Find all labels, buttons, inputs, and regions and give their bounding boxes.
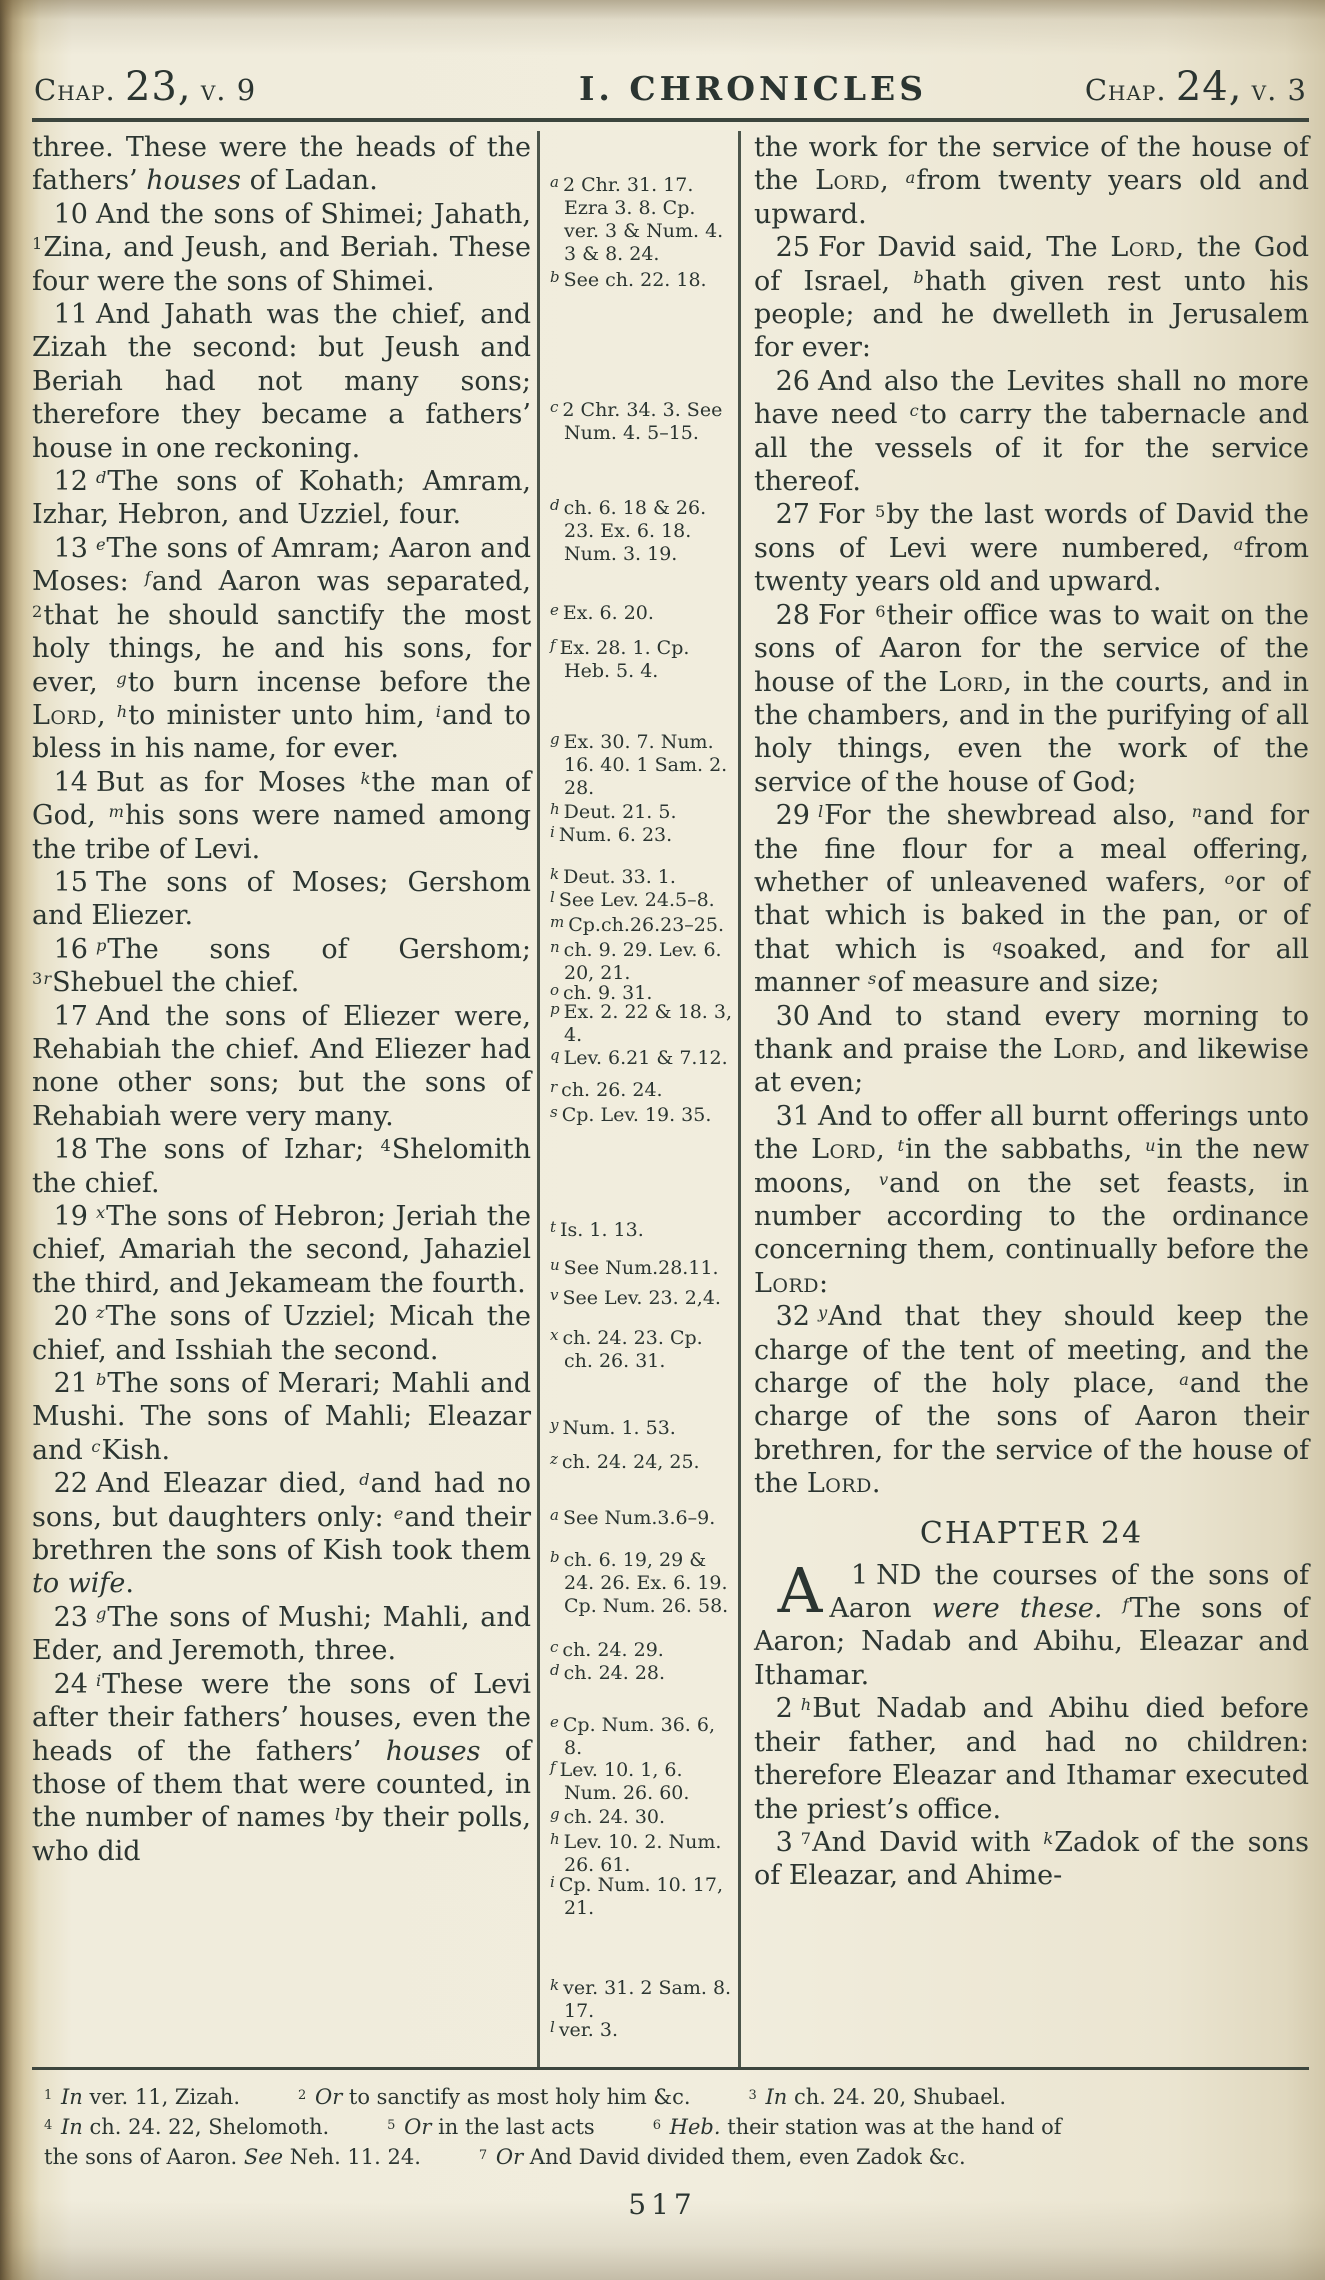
crossref-letter: n (1191, 802, 1203, 822)
footnote-marker: 1 (32, 234, 43, 254)
verse (32, 298, 531, 465)
margin-note: $^d$ ch. 24. 28. (550, 1661, 666, 1684)
footnote-marker: 4 (380, 1136, 391, 1156)
margin-note-letter: d (550, 1661, 560, 1679)
margin-note-letter: v (550, 1286, 559, 1304)
margin-note-letter: e (550, 1713, 559, 1731)
footnote-line (44, 2082, 1295, 2112)
crossref-letter: z (95, 1303, 105, 1323)
verse-text: $^l$For the shewbread also, $^n$and for the fine flour for a meal offering, whether of unleavened wafers, $^o$or of that which is baked in the pan, or of that which is $^q$soaked, and for all manner $^s$of measure and size; (754, 800, 1309, 999)
margin-note: $^a$ See Num.3.6–9. (550, 1506, 716, 1529)
verse (754, 1553, 1309, 1693)
verse-text: $^y$And that they should keep the charge of the tent of meeting, and the charge of the holy place, $^a$and the charge of the sons of Aaron their brethren, for the service of the house of the Lord. (754, 1301, 1309, 1500)
running-title: I. CHRONICLES (578, 69, 928, 108)
verse-text: three. These were the heads of the fathers’ houses of Ladan. (32, 132, 531, 197)
verse (754, 1300, 1309, 1500)
margin-note-letter: p (550, 1000, 560, 1018)
crossref-letter: h (800, 1695, 812, 1715)
margin-note: $^z$ ch. 24. 24, 25. (550, 1450, 700, 1473)
margin-note: $^s$ Cp. Lev. 19. 35. (550, 1103, 712, 1126)
margin-note: $^r$ ch. 26. 24. (550, 1078, 663, 1101)
margin-note-letter: x (550, 1326, 559, 1344)
verse-number: 12 (53, 466, 88, 498)
verse-number: 24 (53, 1668, 88, 1700)
margin-note: $^g$ ch. 24. 30. (550, 1805, 666, 1828)
verse-number: 3 (775, 1826, 793, 1858)
crossref-letter: d (359, 1470, 370, 1490)
footnote-marker: 6 (875, 601, 886, 621)
chapter-number: 24, (1175, 64, 1243, 110)
margin-note: $^d$ ch. 6. 18 & 26. 23. Ex. 6. 18. Num. 3. 19. (550, 496, 707, 565)
verse-text: $^b$The sons of Merari; Mahli and Mushi. The sons of Mahli; Eleazar and $^c$Kish. (32, 1368, 531, 1466)
margin-note: $^u$ See Num.28.11. (550, 1256, 719, 1279)
verse-text: $^g$The sons of Mushi; Mahli, and Eder, and Jeremoth, three. (32, 1601, 531, 1667)
verse (32, 198, 531, 298)
crossref-letter: h (116, 702, 128, 722)
verse-number: 2 (775, 1693, 793, 1725)
crossref-letter: d (95, 468, 107, 488)
verse (754, 498, 1309, 598)
crossref-letter: k (1043, 1829, 1054, 1849)
crossref-letter: a (1233, 535, 1244, 555)
verse-number: 15 (53, 866, 88, 898)
verse-number: 31 (775, 1100, 810, 1132)
crossref-letter: f (1122, 1595, 1129, 1615)
verse-text: the work for the service of the house of the Lord, $^a$from twenty years old and upward. (754, 132, 1309, 230)
verse (754, 131, 1309, 231)
margin-note: $^m$ Cp.ch.26.23–25. (550, 913, 725, 936)
crossref-letter: v (879, 1169, 889, 1189)
verse (754, 1000, 1309, 1100)
verse (32, 1467, 531, 1601)
crossref-letter: f (144, 568, 151, 588)
verse (32, 1601, 531, 1668)
verse-number: 11 (53, 299, 88, 331)
margin-note-letter: z (550, 1450, 558, 1468)
margin-note-letter: l (550, 2018, 555, 2036)
crossref-letter: k (360, 768, 371, 788)
verse-number: 10 (53, 198, 88, 230)
margin-note-letter: f (550, 636, 556, 654)
margin-note: $^i$ Num. 6. 23. (550, 823, 673, 846)
left-text-column (32, 131, 537, 2067)
footnote: the sons of Aaron. See Neh. 11. 24. (44, 2145, 421, 2169)
verse-text: $^7$And David with $^k$Zadok of the sons of Eleazar, and Ahime- (754, 1826, 1309, 1892)
verse (32, 1000, 531, 1134)
footnote-marker: 3 (748, 2087, 757, 2103)
footnote: $^1$ In ver. 11, Zizah. (44, 2085, 241, 2109)
header-chapter-right (967, 64, 1307, 110)
verse (754, 231, 1309, 365)
margin-note-letter: l (550, 888, 555, 906)
crossref-letter: l (817, 802, 824, 822)
verse-number: 14 (53, 766, 88, 798)
crossref-letter: b (95, 1370, 107, 1390)
crossref-letter: c (91, 1437, 101, 1457)
verse (754, 365, 1309, 499)
verse-text: But as for Moses $^k$the man of God, $^m$his sons were named among the tribe of Levi. (32, 766, 531, 865)
crossref-letter: i (95, 1670, 102, 1690)
crossref-letter: e (393, 1503, 404, 1523)
verse-number: 1 (850, 1559, 869, 1591)
verse (32, 1668, 531, 1868)
verse-text: And Eleazar died, $^d$and had no sons, but daughters only: $^e$and their brethren the sons of Kish took them to wife. (32, 1468, 531, 1600)
verse-text: $^z$The sons of Uzziel; Micah the chief, and Isshiah the second. (32, 1301, 531, 1366)
verse-text: $^h$But Nadab and Abihu died before their father, and had no children: therefore Eleazar and Ithamar executed the priest’s office. (754, 1693, 1309, 1825)
crossref-letter: a (1179, 1370, 1189, 1390)
margin-note: $^y$ Num. 1. 53. (550, 1416, 676, 1439)
footnote-marker: 5 (875, 501, 886, 521)
footnote: $^5$ Or in the last acts (387, 2115, 595, 2139)
verse-number: 30 (775, 1000, 810, 1032)
crossref-letter: r (43, 969, 52, 989)
verse (32, 866, 531, 933)
verse-number: 13 (53, 532, 88, 564)
margin-note-letter: i (550, 1873, 555, 1891)
margin-note: $^f$ Lev. 10. 1, 6. Num. 26. 60. (550, 1758, 690, 1804)
verse (32, 131, 531, 198)
verse-text: For $^5$by the last words of David the sons of Levi were numbered, $^a$from twenty years old and upward. (754, 499, 1309, 598)
footnote-line (44, 2112, 1295, 2142)
margin-note: $^l$ See Lev. 24.5–8. (550, 888, 715, 911)
crossref-letter: b (913, 267, 924, 287)
crossref-letter: s (867, 969, 877, 989)
margin-note: $^c$ ch. 24. 29. (550, 1638, 664, 1661)
margin-note-letter: i (550, 823, 555, 841)
verse-number: 32 (775, 1301, 810, 1333)
page-header (0, 0, 1325, 110)
margin-note: $^h$ Deut. 21. 5. (550, 800, 677, 823)
verse (32, 1133, 531, 1200)
margin-note-letter: h (550, 1830, 560, 1848)
margin-note-letter: d (550, 496, 560, 514)
footnote: $^6$ Heb. their station was at the hand of (652, 2115, 1062, 2139)
header-chapter-left (34, 64, 539, 110)
margin-note: $^a$ 2 Chr. 31. 17. Ezra 3. 8. Cp. ver. 3 & Num. 4. 3 & 8. 24. (550, 173, 724, 265)
footnote-marker: 2 (32, 601, 43, 621)
crossref-letter: g (95, 1604, 107, 1624)
verse-number: 29 (775, 800, 810, 832)
footnote: $^4$ In ch. 24. 22, Shelomoth. (44, 2115, 330, 2139)
margin-note: $^p$ Ex. 2. 22 & 18. 3, 4. (550, 1000, 732, 1046)
margin-note-letter: e (550, 601, 559, 619)
margin-note: $^x$ ch. 24. 23. Cp. ch. 26. 31. (550, 1326, 703, 1372)
footnote-line (44, 2142, 1295, 2172)
verse-number: 28 (775, 599, 810, 631)
margin-note: $^n$ ch. 9. 29. Lev. 6. 20, 21. (550, 938, 722, 984)
verse-number: 26 (775, 365, 810, 397)
margin-notes-column (537, 131, 741, 2067)
margin-note-letter: f (550, 1758, 556, 1776)
crossref-letter: t (897, 1136, 905, 1156)
verse-text: $^p$The sons of Gershom; $^{3r}$Shebuel the chief. (32, 933, 531, 999)
margin-note-letter: n (550, 938, 560, 956)
verse-text: $^e$The sons of Amram; Aaron and Moses: $^f$and Aaron was separated, $^2$that he should sanctify the most holy things, he and his sons, for ever, $^g$to burn incense before the Lord, $^h$to minister unto him, $^i$and to bless in his name, for ever. (32, 532, 531, 765)
verse (32, 465, 531, 532)
verse-number: 25 (775, 232, 810, 264)
verse-number: 20 (53, 1301, 88, 1333)
verse (32, 532, 531, 766)
margin-note-letter: b (550, 268, 560, 286)
margin-note-letter: k (550, 1976, 560, 1994)
footnote-rule (32, 2067, 1309, 2070)
verse-ref: v. 9 (200, 73, 257, 107)
crossref-letter: o (1224, 869, 1235, 889)
verse (32, 766, 531, 866)
verse-text: The sons of Izhar; $^4$Shelomith the chief. (32, 1134, 531, 1199)
chapter-label: Chap. (34, 73, 116, 107)
footnote: $^3$ In ch. 24. 20, Shubael. (748, 2085, 1007, 2109)
footnote-marker: 7 (478, 2147, 488, 2163)
footnote-marker: 4 (44, 2117, 53, 2133)
margin-note-letter: k (550, 865, 560, 883)
verse (32, 1367, 531, 1467)
verse-text: ND the courses of the sons of Aaron were these. $^f$The sons of Aaron; Nadab and Abihu, Eleazar and Ithamar. (754, 1559, 1309, 1691)
margin-note-letter: r (550, 1078, 558, 1096)
margin-note-letter: g (550, 730, 560, 748)
footnote-marker: 3 (32, 969, 43, 989)
verse-text: $^x$The sons of Hebron; Jeriah the chief, Amariah the second, Jahaziel the third, and Jekameam the fourth. (32, 1201, 531, 1299)
verse-text: And the sons of Shimei; Jahath, $^1$Zina, and Jeush, and Beriah. These four were the sons of Shimei. (32, 198, 531, 297)
margin-note-letter: b (550, 1548, 560, 1566)
verse-number: 16 (53, 933, 88, 965)
verse-number: 22 (53, 1468, 88, 1500)
verse (32, 1200, 531, 1300)
verse (32, 1300, 531, 1367)
margin-note: $^b$ See ch. 22. 18. (550, 268, 707, 291)
verse-text: And Jahath was the chief, and Zizah the second: but Jeush and Beriah had not many sons; therefore they became a fathers’ house in one reckoning. (32, 299, 531, 464)
verse-number: 17 (53, 1000, 88, 1032)
verse-ref: v. 3 (1251, 73, 1307, 107)
margin-note-letter: g (550, 1805, 560, 1823)
verse (754, 799, 1309, 999)
margin-note-letter: o (550, 981, 560, 999)
margin-note-letter: c (550, 1638, 559, 1656)
footnote-marker: 5 (387, 2117, 396, 2133)
margin-note: $^o$ ch. 9. 31. (550, 981, 653, 1004)
margin-note: $^i$ Cp. Num. 10. 17, 21. (550, 1873, 724, 1919)
margin-note: $^h$ Lev. 10. 2. Num. 26. 61. (550, 1830, 722, 1876)
margin-note: $^k$ Deut. 33. 1. (550, 865, 676, 888)
crossref-letter: g (116, 668, 127, 688)
crossref-letter: q (991, 935, 1002, 955)
verse-number: 27 (775, 499, 810, 531)
margin-note-letter: h (550, 800, 560, 818)
margin-note-letter: a (550, 1506, 559, 1524)
drop-cap: A (777, 1553, 823, 1627)
margin-note: $^v$ See Lev. 23. 2,4. (550, 1286, 721, 1309)
margin-note: $^f$ Ex. 28. 1. Cp. Heb. 5. 4. (550, 636, 690, 682)
verse-number: 18 (53, 1134, 88, 1166)
margin-note: $^g$ Ex. 30. 7. Num. 16. 40. 1 Sam. 2. 28. (550, 730, 728, 799)
margin-note-letter: u (550, 1256, 560, 1274)
crossref-letter: m (108, 802, 124, 822)
crossref-letter: u (1145, 1136, 1156, 1156)
verse-text: $^i$These were the sons of Levi after their fathers’ houses, even the heads of the fathers’ houses of those of them that were counted, in the number of names $^l$by their polls, who did (32, 1668, 531, 1867)
verse-text: The sons of Moses; Gershom and Eliezer. (32, 866, 531, 932)
margin-note: $^k$ ver. 31. 2 Sam. 8. 17. (550, 1976, 732, 2022)
crossref-letter: c (909, 401, 919, 421)
verse-number: 19 (53, 1201, 88, 1232)
margin-note: $^t$ Is. 1. 13. (550, 1218, 644, 1241)
margin-note: $^c$ 2 Chr. 34. 3. See Num. 4. 5–15. (550, 398, 723, 444)
verse-number: 23 (53, 1601, 88, 1633)
margin-note: $^b$ ch. 6. 19, 29 & 24. 26. Ex. 6. 19. Cp. Num. 26. 58. (550, 1548, 729, 1617)
verse-number: 21 (53, 1368, 88, 1400)
crossref-letter: p (95, 935, 107, 955)
crossref-letter: i (435, 702, 441, 722)
crossref-letter: a (905, 167, 916, 187)
right-text-column (741, 131, 1311, 2067)
verse (754, 1692, 1309, 1826)
crossref-letter: y (817, 1303, 828, 1323)
footnote: $^2$ Or to sanctify as most holy him &c. (298, 2085, 691, 2109)
text-columns (32, 131, 1311, 2067)
crossref-letter: x (95, 1203, 106, 1223)
verse (32, 933, 531, 1000)
margin-note: $^e$ Cp. Num. 36. 6, 8. (550, 1713, 716, 1759)
margin-note-letter: s (550, 1103, 558, 1121)
footnotes-section (44, 2082, 1295, 2172)
footnote-marker: 2 (298, 2087, 307, 2103)
verse-text: For David said, The Lord, the God of Israel, $^b$hath given rest unto his people; and he dwelleth in Jerusalem for ever: (754, 232, 1309, 364)
margin-note: $^q$ Lev. 6.21 & 7.12. (550, 1046, 728, 1069)
page-number: 517 (628, 2188, 697, 2221)
verse (754, 599, 1309, 799)
verse-text: And to offer all burnt offerings unto the Lord, $^t$in the sabbaths, $^u$in the new moons, $^v$and on the set feasts, in number according to the ordinance concerning them, continually before the Lord: (754, 1100, 1309, 1299)
margin-note-letter: t (550, 1218, 557, 1236)
margin-note-letter: q (550, 1046, 560, 1064)
margin-note: $^l$ ver. 3. (550, 2018, 618, 2041)
footnote-marker: 6 (652, 2117, 661, 2133)
margin-note: $^e$ Ex. 6. 20. (550, 601, 654, 624)
crossref-letter: e (95, 535, 106, 555)
crossref-letter: l (334, 1804, 340, 1824)
chapter-label: Chap. (1084, 73, 1167, 107)
verse-text: And also the Levites shall no more have need $^c$to carry the tabernacle and all the vessels of it for the service thereof. (754, 365, 1310, 498)
margin-note-letter: y (550, 1416, 559, 1434)
verse (754, 1100, 1309, 1300)
verse-text: $^d$The sons of Kohath; Amram, Izhar, Hebron, and Uzziel, four. (32, 466, 531, 531)
header-rule (32, 118, 1309, 122)
verse-text: And to stand every morning to thank and praise the Lord, and likewise at even; (754, 1000, 1309, 1099)
verse-text: And the sons of Eliezer were, Rehabiah the chief. And Eliezer had none other sons; but the sons of Rehabiah were very many. (32, 1000, 531, 1132)
margin-note-letter: a (550, 173, 559, 191)
verse (754, 1826, 1309, 1893)
chapter-number: 23, (124, 64, 192, 110)
margin-note-letter: m (550, 913, 565, 931)
footnote: $^7$ Or And David divided them, even Zadok &c. (478, 2145, 966, 2169)
footnote-marker: 1 (44, 2087, 53, 2103)
verse-text: For $^6$their office was to wait on the sons of Aaron for the service of the house of the Lord, in the courts, and in the chambers, and in the purifying of all holy things, even the work of the service of the house of God; (754, 599, 1309, 798)
footnote-marker: 7 (800, 1829, 812, 1849)
margin-note-letter: c (550, 398, 559, 416)
chapter-heading: CHAPTER 24 (919, 1515, 1144, 1551)
